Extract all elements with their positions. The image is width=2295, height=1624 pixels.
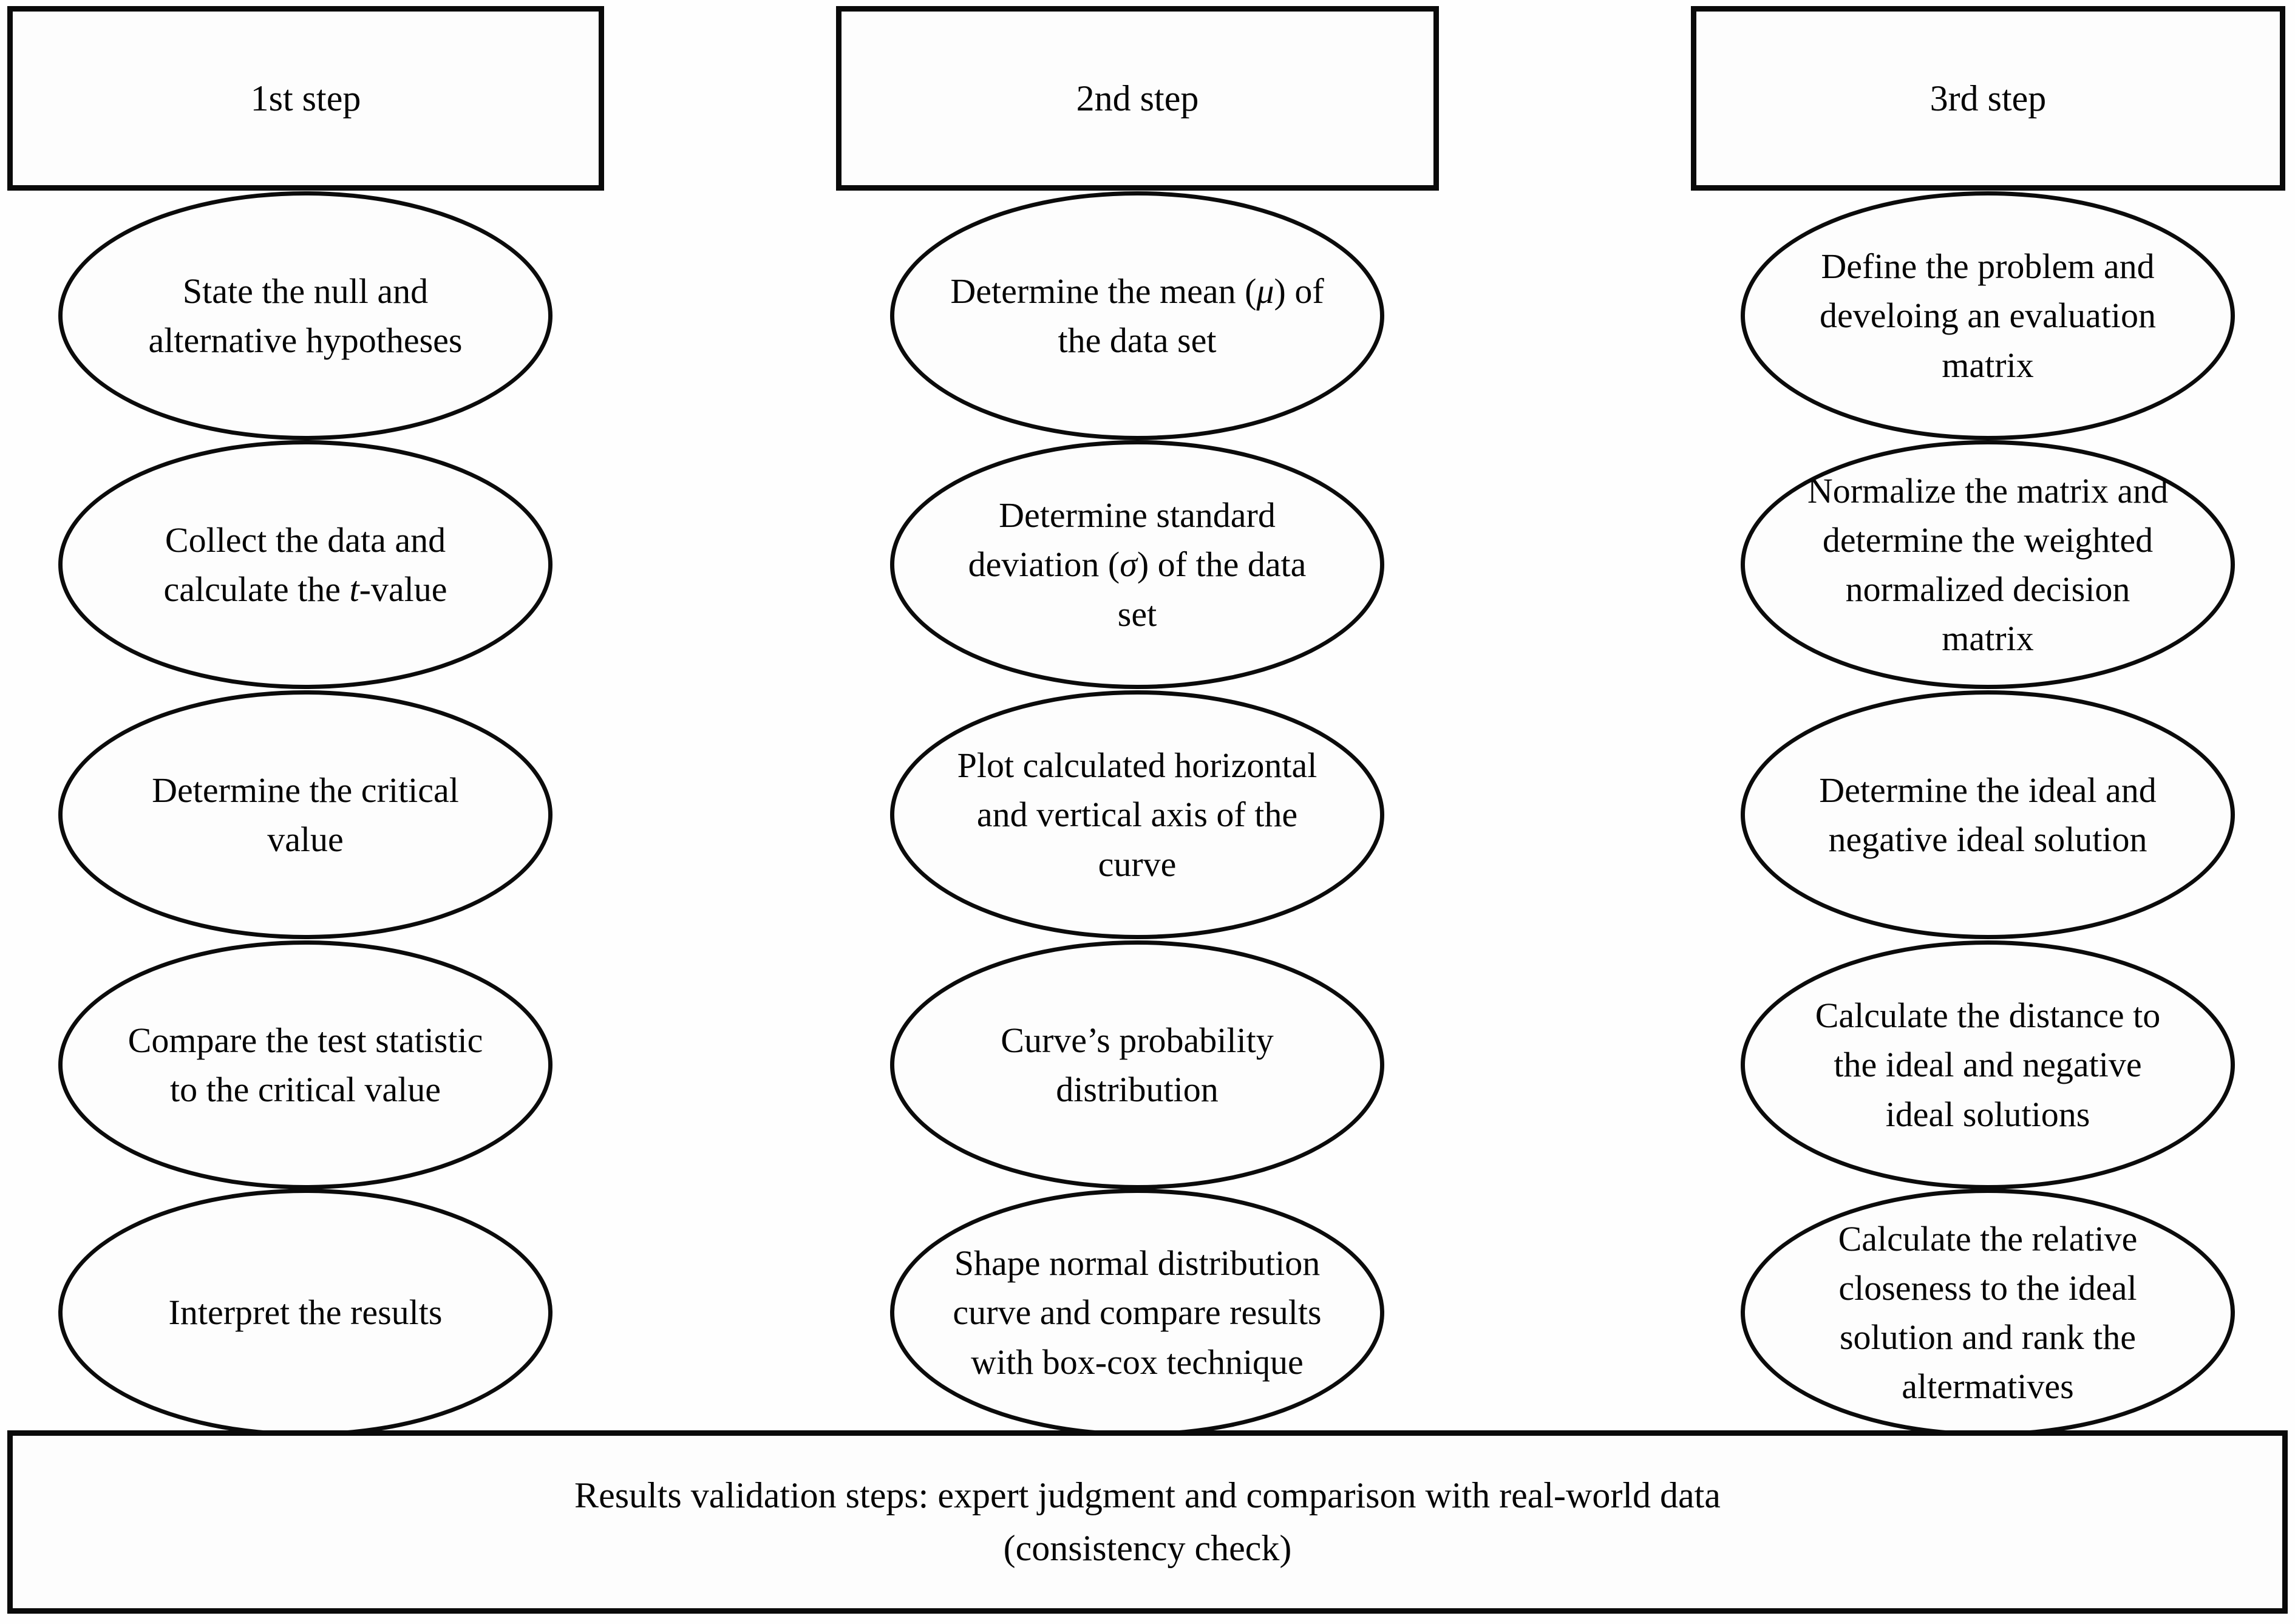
step3-ellipse-3-text: Determine the ideal and negative ideal solution xyxy=(1819,770,2157,859)
step1-ellipse-5 xyxy=(58,1189,552,1436)
step3-ellipse-4-text: Calculate the distance to the ideal and negative ideal solutions xyxy=(1815,996,2161,1134)
step-header-2 xyxy=(836,6,1439,191)
step3-ellipse-4 xyxy=(1741,940,2235,1189)
step2-ellipse-2-text: Determine standard deviation (σ) of the data set xyxy=(968,495,1307,634)
step1-ellipse-2 xyxy=(58,440,552,689)
step1-ellipse-1 xyxy=(58,191,552,440)
step2-ellipse-3 xyxy=(890,690,1384,939)
step2-ellipse-3-text: Plot calculated horizontal and vertical axis of the curve xyxy=(957,746,1318,884)
validation-footer-line2: (consistency check) xyxy=(1003,1528,1292,1568)
step2-ellipse-1 xyxy=(890,191,1384,440)
step1-ellipse-2-text: Collect the data and calculate the t-value xyxy=(163,520,447,609)
step2-ellipse-4 xyxy=(890,940,1384,1189)
step-header-1 xyxy=(7,6,604,191)
step3-ellipse-2-text: Normalize the matrix and determine the weighted normalized decision matrix xyxy=(1807,471,2169,659)
step1-ellipse-1-text: State the null and alternative hypotheses xyxy=(148,271,463,360)
step1-ellipse-3 xyxy=(58,690,552,939)
step-header-3-label: 3rd step xyxy=(1929,78,2047,118)
step2-ellipse-5-text: Shape normal distribution curve and compare results with box-cox technique xyxy=(953,1243,1322,1382)
step1-ellipse-5-text: Interpret the results xyxy=(168,1293,443,1333)
step2-ellipse-4-text: Curve’s probability distribution xyxy=(1001,1020,1274,1109)
step1-ellipse-4-text: Compare the test statistic to the critical value xyxy=(127,1020,483,1109)
step3-ellipse-2 xyxy=(1741,440,2235,689)
step2-ellipse-1-text: Determine the mean (μ) of the data set xyxy=(950,271,1324,360)
step-header-2-label: 2nd step xyxy=(1076,78,1199,118)
step3-ellipse-3 xyxy=(1741,690,2235,939)
step3-ellipse-5-text: Calculate the relative closeness to the ideal solution and rank the altermatives xyxy=(1838,1218,2138,1407)
step2-ellipse-5 xyxy=(890,1189,1384,1436)
step3-ellipse-1-text: Define the problem and develoing an evaluation matrix xyxy=(1819,246,2157,385)
step2-ellipse-2 xyxy=(890,440,1384,689)
step1-ellipse-3-text: Determine the critical value xyxy=(152,770,459,859)
step-header-3 xyxy=(1691,6,2285,191)
validation-footer xyxy=(7,1430,2288,1614)
step1-ellipse-4 xyxy=(58,940,552,1189)
step-header-1-label: 1st step xyxy=(250,78,361,118)
step3-ellipse-1 xyxy=(1741,191,2235,440)
validation-footer-line1: Results validation steps: expert judgment and comparison with real-world data xyxy=(574,1475,1721,1515)
step3-ellipse-5 xyxy=(1741,1189,2235,1436)
